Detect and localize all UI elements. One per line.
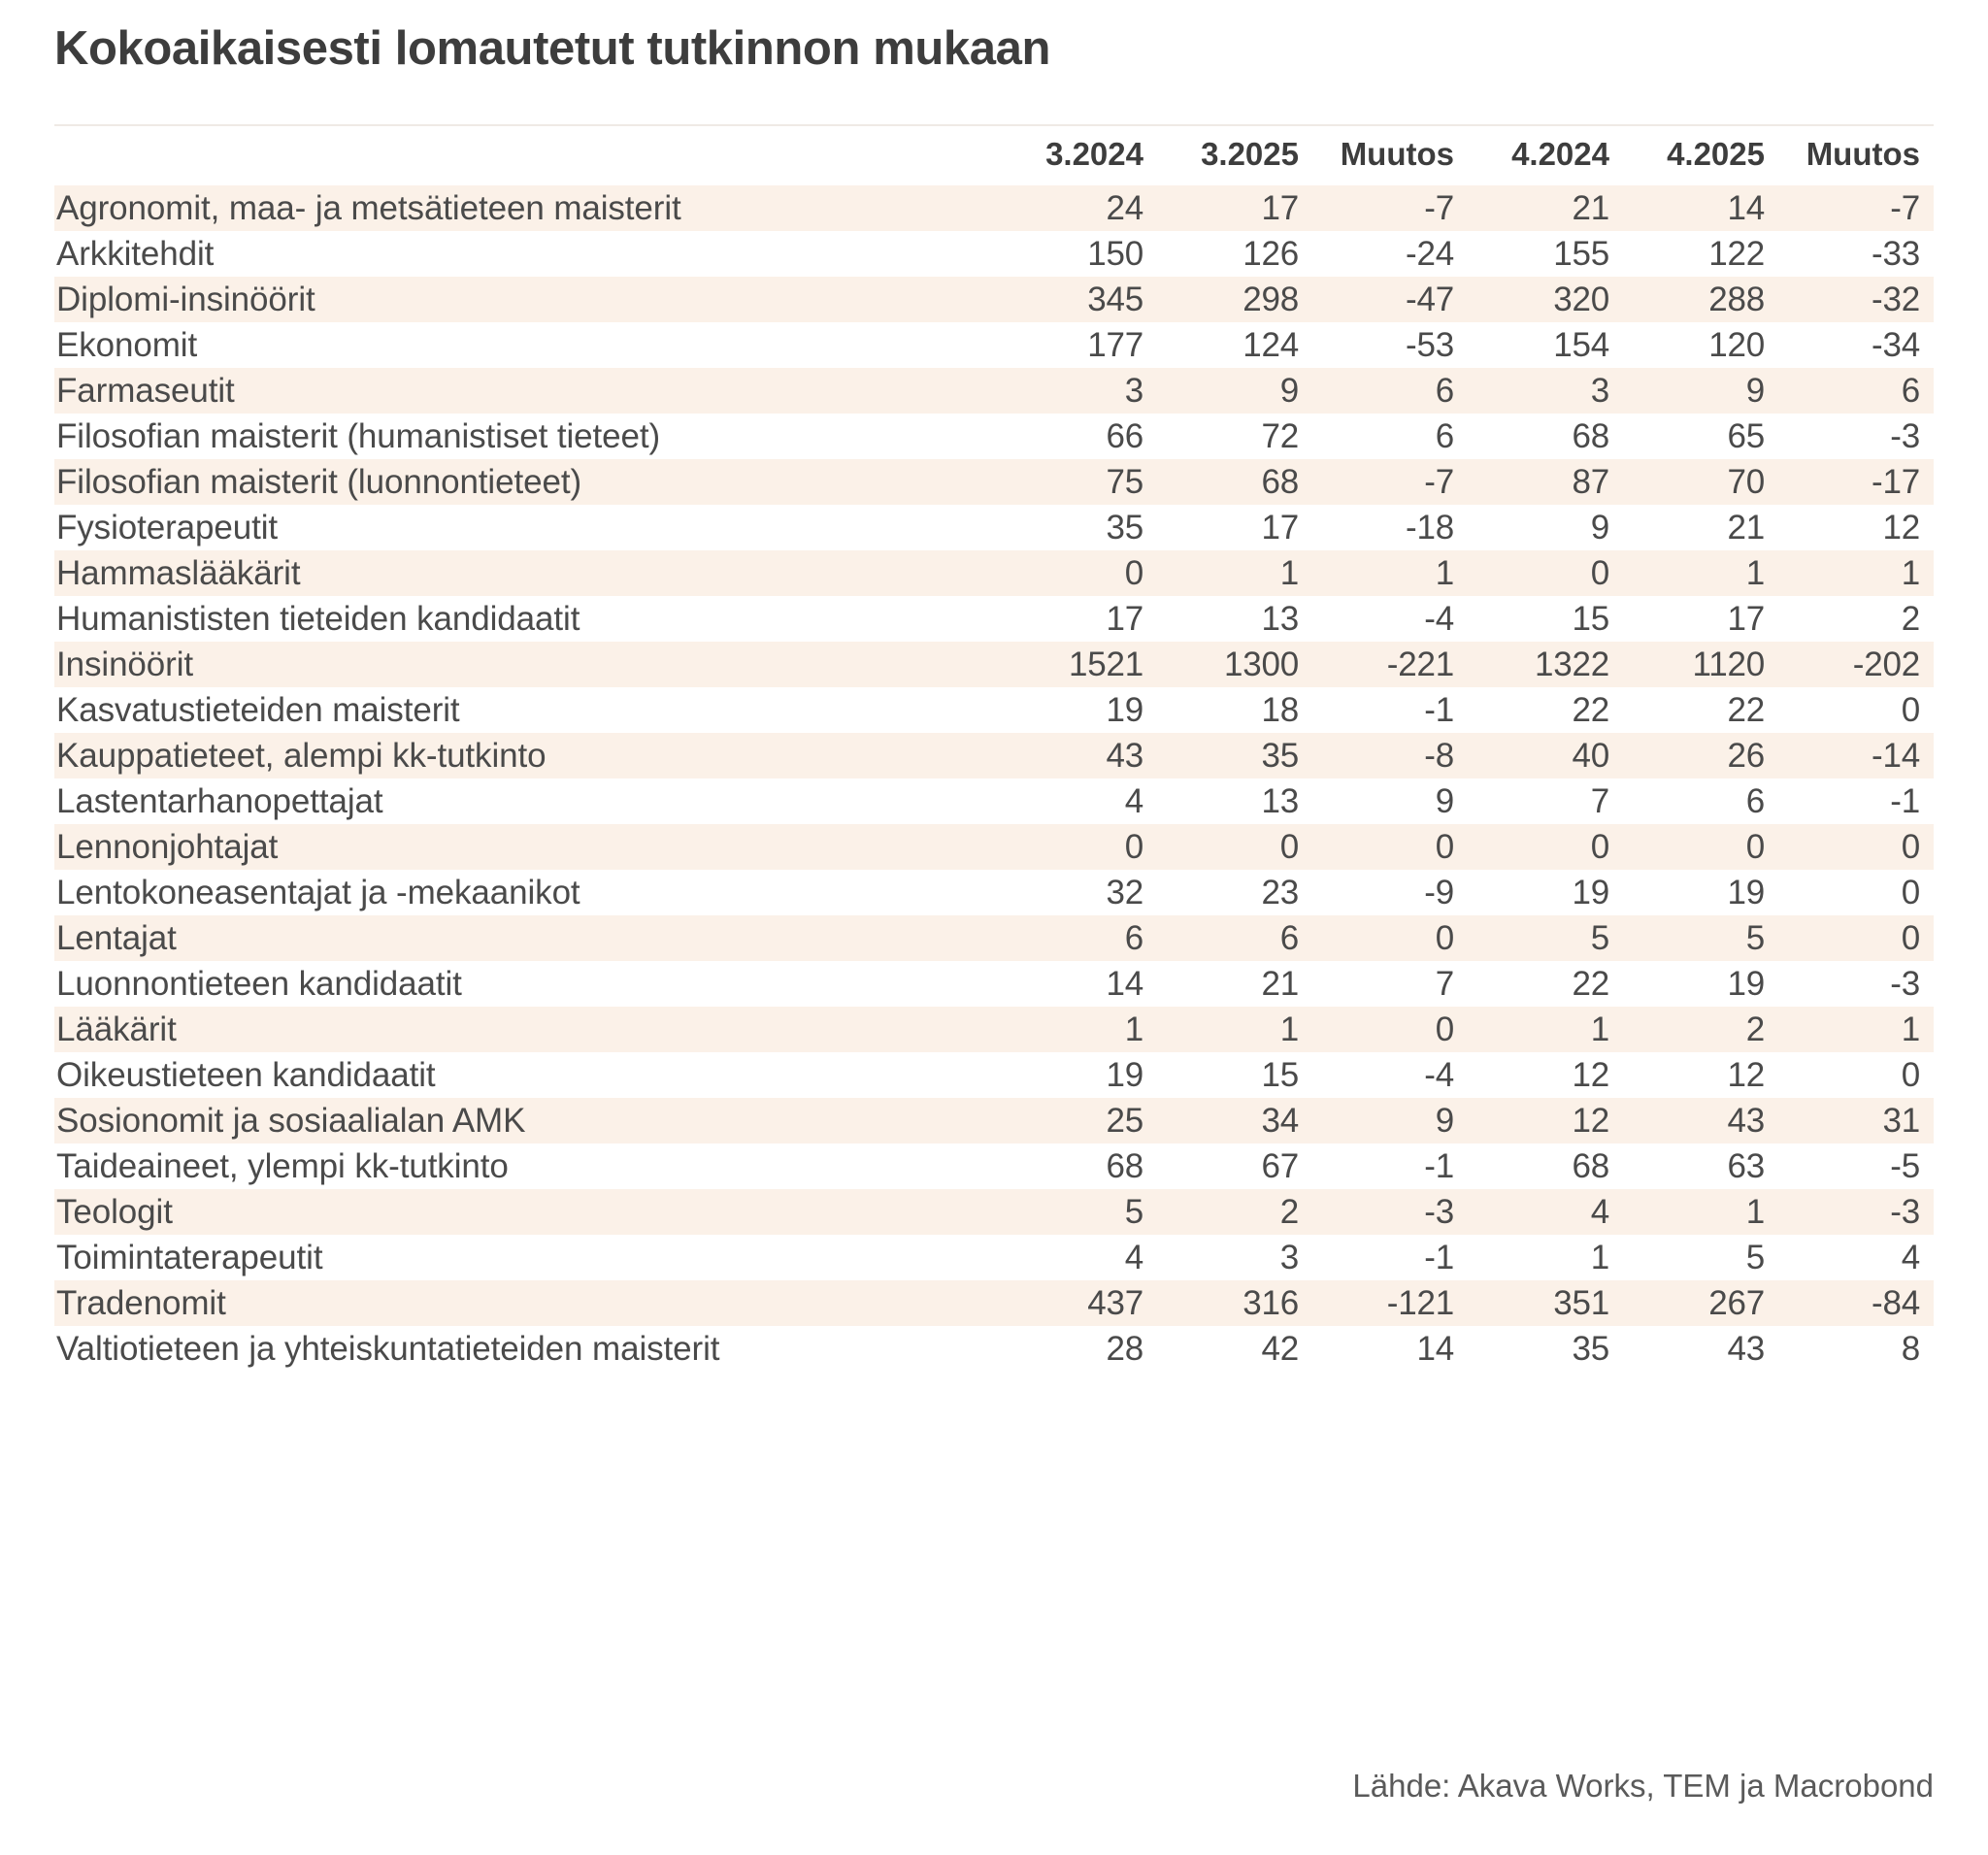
cell-value: -84 xyxy=(1778,1280,1934,1326)
table-row xyxy=(54,1326,1934,1372)
cell-value: 72 xyxy=(1261,417,1299,455)
cell-value: -7 xyxy=(1312,185,1468,231)
row-label: Kasvatustieteiden maisterit xyxy=(56,691,460,729)
table-row xyxy=(54,1007,1934,1052)
table-row xyxy=(54,1189,1934,1235)
cell-value: 17 xyxy=(1106,600,1143,638)
table-head xyxy=(54,125,1934,185)
cell-value: 345 xyxy=(1002,277,1157,322)
cell-value: 351 xyxy=(1468,1280,1623,1326)
cell-value: 3 xyxy=(1002,368,1157,414)
cell-value: 1 xyxy=(1590,1239,1609,1276)
row-label: Diplomi-insinöörit xyxy=(54,277,1002,322)
row-label: Filosofian maisterit (humanistiset tieteet) xyxy=(56,417,661,455)
cell-value: 32 xyxy=(1106,874,1143,911)
row-label: Lentokoneasentajat ja -mekaanikot xyxy=(56,874,580,911)
cell-value: 4 xyxy=(1468,1189,1623,1235)
table-row xyxy=(54,961,1934,1007)
cell-value: 6 xyxy=(1778,368,1934,414)
cell-value: 9 xyxy=(1623,368,1778,414)
cell-value: 28 xyxy=(1106,1330,1143,1368)
cell-value: 63 xyxy=(1727,1147,1765,1185)
cell-value: 288 xyxy=(1623,277,1778,322)
cell-value: -9 xyxy=(1424,874,1454,911)
cell-value: 19 xyxy=(1106,691,1143,729)
page-title: Kokoaikaisesti lomautetut tutkinnon mukaan xyxy=(54,22,1050,75)
cell-value: 12 xyxy=(1572,1056,1609,1094)
cell-value: -33 xyxy=(1872,235,1920,273)
cell-value: 21 xyxy=(1727,509,1765,547)
cell-value: 15 xyxy=(1261,1056,1299,1094)
cell-value: 267 xyxy=(1623,1280,1778,1326)
cell-value: 1300 xyxy=(1157,642,1312,687)
cell-value: 0 xyxy=(1778,824,1934,870)
cell-value: 40 xyxy=(1468,733,1623,778)
cell-value: 155 xyxy=(1553,235,1609,273)
cell-value: 0 xyxy=(1312,824,1468,870)
cell-value: 316 xyxy=(1157,1280,1312,1326)
cell-value: 6 xyxy=(1002,915,1157,961)
cell-value: -47 xyxy=(1312,277,1468,322)
cell-value: 0 xyxy=(1312,1007,1468,1052)
cell-value: 1 xyxy=(1623,1189,1778,1235)
cell-value: 177 xyxy=(1087,326,1143,364)
column-header-category xyxy=(54,125,1002,185)
cell-value: 67 xyxy=(1261,1147,1299,1185)
row-label: Filosofian maisterit (luonnontieteet) xyxy=(54,459,1002,505)
cell-value: 35 xyxy=(1157,733,1312,778)
cell-value: 1521 xyxy=(1002,642,1157,687)
cell-value: 2 xyxy=(1901,600,1920,638)
table-row xyxy=(54,733,1934,778)
cell-value: 122 xyxy=(1708,235,1765,273)
cell-value: 154 xyxy=(1553,326,1609,364)
cell-value: 87 xyxy=(1468,459,1623,505)
cell-value: 68 xyxy=(1106,1147,1143,1185)
row-label: Fysioterapeutit xyxy=(56,509,279,547)
cell-value: -3 xyxy=(1778,1189,1934,1235)
cell-value: -121 xyxy=(1312,1280,1468,1326)
cell-value: 34 xyxy=(1157,1098,1312,1143)
cell-value: -4 xyxy=(1424,1056,1454,1094)
cell-value: 1120 xyxy=(1623,642,1778,687)
cell-value: -1 xyxy=(1424,691,1454,729)
cell-value: 35 xyxy=(1106,509,1143,547)
row-label: Tradenomit xyxy=(54,1280,1002,1326)
column-header-muutos-1: Muutos xyxy=(1312,125,1468,185)
cell-value: 13 xyxy=(1261,782,1299,820)
cell-value: 0 xyxy=(1901,874,1920,911)
table-row xyxy=(54,687,1934,733)
cell-value: -18 xyxy=(1406,509,1454,547)
cell-value: 14 xyxy=(1416,1330,1454,1368)
cell-value: -3 xyxy=(1312,1189,1468,1235)
cell-value: 7 xyxy=(1590,782,1609,820)
cell-value: 12 xyxy=(1727,1056,1765,1094)
cell-value: 17 xyxy=(1261,509,1299,547)
row-label: Taideaineet, ylempi kk-tutkinto xyxy=(56,1147,509,1185)
column-header-muutos-2: Muutos xyxy=(1778,125,1934,185)
cell-value: -32 xyxy=(1778,277,1934,322)
cell-value: 35 xyxy=(1572,1330,1609,1368)
cell-value: 12 xyxy=(1882,509,1920,547)
cell-value: 70 xyxy=(1623,459,1778,505)
cell-value: 17 xyxy=(1157,185,1312,231)
row-label: Agronomit, maa- ja metsätieteen maisterit xyxy=(54,185,1002,231)
cell-value: 9 xyxy=(1157,368,1312,414)
cell-value: -53 xyxy=(1406,326,1454,364)
cell-value: 75 xyxy=(1002,459,1157,505)
cell-value: 68 xyxy=(1157,459,1312,505)
cell-value: -5 xyxy=(1890,1147,1920,1185)
cell-value: -3 xyxy=(1890,417,1920,455)
table-row xyxy=(54,1235,1934,1280)
column-header-4-2024: 4.2024 xyxy=(1468,125,1623,185)
cell-value: 22 xyxy=(1727,691,1765,729)
cell-value: -4 xyxy=(1424,600,1454,638)
cell-value: 0 xyxy=(1002,550,1157,596)
cell-value: 1 xyxy=(1778,550,1934,596)
cell-value: 68 xyxy=(1572,1147,1609,1185)
cell-value: 5 xyxy=(1468,915,1623,961)
cell-value: 17 xyxy=(1727,600,1765,638)
row-label: Lentajat xyxy=(54,915,1002,961)
cell-value: 6 xyxy=(1745,782,1765,820)
row-label: Sosionomit ja sosiaalialan AMK xyxy=(54,1098,1002,1143)
cell-value: 5 xyxy=(1745,1239,1765,1276)
cell-value: 4 xyxy=(1124,1239,1143,1276)
cell-value: 19 xyxy=(1572,874,1609,911)
cell-value: 2 xyxy=(1157,1189,1312,1235)
cell-value: 0 xyxy=(1157,824,1312,870)
cell-value: 0 xyxy=(1778,915,1934,961)
cell-value: 43 xyxy=(1002,733,1157,778)
table-row xyxy=(54,778,1934,824)
table-container xyxy=(54,124,1934,1372)
cell-value: 21 xyxy=(1468,185,1623,231)
table-row xyxy=(54,915,1934,961)
cell-value: 6 xyxy=(1312,368,1468,414)
cell-value: 13 xyxy=(1261,600,1299,638)
cell-value: 0 xyxy=(1312,915,1468,961)
row-label: Arkkitehdit xyxy=(56,235,215,273)
cell-value: 1 xyxy=(1312,550,1468,596)
cell-value: 14 xyxy=(1106,965,1143,1003)
row-label: Lääkärit xyxy=(54,1007,1002,1052)
row-label: Valtiotieteen ja yhteiskuntatieteiden maisterit xyxy=(56,1330,720,1368)
cell-value: 0 xyxy=(1901,1056,1920,1094)
cell-value: 120 xyxy=(1708,326,1765,364)
cell-value: -202 xyxy=(1778,642,1934,687)
cell-value: 437 xyxy=(1002,1280,1157,1326)
table-row xyxy=(54,1280,1934,1326)
table-row xyxy=(54,231,1934,277)
table-row xyxy=(54,1143,1934,1189)
cell-value: 1 xyxy=(1468,1007,1623,1052)
cell-value: 21 xyxy=(1261,965,1299,1003)
cell-value: 2 xyxy=(1623,1007,1778,1052)
column-header-4-2025: 4.2025 xyxy=(1623,125,1778,185)
cell-value: 23 xyxy=(1261,874,1299,911)
cell-value: 6 xyxy=(1157,915,1312,961)
cell-value: 3 xyxy=(1468,368,1623,414)
row-label: Luonnontieteen kandidaatit xyxy=(56,965,462,1003)
cell-value: 31 xyxy=(1778,1098,1934,1143)
row-label: Lastentarhanopettajat xyxy=(56,782,383,820)
row-label: Humanististen tieteiden kandidaatit xyxy=(56,600,580,638)
cell-value: 43 xyxy=(1727,1330,1765,1368)
row-label: Farmaseutit xyxy=(54,368,1002,414)
cell-value: 19 xyxy=(1727,874,1765,911)
table-row xyxy=(54,1098,1934,1143)
cell-value: 1322 xyxy=(1468,642,1623,687)
cell-value: 9 xyxy=(1435,782,1454,820)
cell-value: 9 xyxy=(1312,1098,1468,1143)
table-row xyxy=(54,368,1934,414)
table-header-row xyxy=(54,125,1934,185)
cell-value: 0 xyxy=(1002,824,1157,870)
cell-value: 4 xyxy=(1901,1239,1920,1276)
cell-value: 12 xyxy=(1468,1098,1623,1143)
cell-value: 320 xyxy=(1468,277,1623,322)
cell-value: 15 xyxy=(1572,600,1609,638)
cell-value: 8 xyxy=(1901,1330,1920,1368)
table-row xyxy=(54,1052,1934,1098)
column-header-3-2025: 3.2025 xyxy=(1157,125,1312,185)
cell-value: 65 xyxy=(1727,417,1765,455)
cell-value: -1 xyxy=(1890,782,1920,820)
cell-value: 1 xyxy=(1623,550,1778,596)
table-row xyxy=(54,642,1934,687)
cell-value: 298 xyxy=(1157,277,1312,322)
cell-value: 19 xyxy=(1106,1056,1143,1094)
cell-value: -34 xyxy=(1872,326,1920,364)
cell-value: -17 xyxy=(1778,459,1934,505)
cell-value: 1 xyxy=(1002,1007,1157,1052)
cell-value: 66 xyxy=(1106,417,1143,455)
table-row xyxy=(54,505,1934,550)
table-row xyxy=(54,277,1934,322)
row-label: Lennonjohtajat xyxy=(54,824,1002,870)
cell-value: 0 xyxy=(1901,691,1920,729)
cell-value: 124 xyxy=(1242,326,1299,364)
cell-value: -7 xyxy=(1778,185,1934,231)
cell-value: -3 xyxy=(1890,965,1920,1003)
cell-value: 3 xyxy=(1279,1239,1299,1276)
row-label: Insinöörit xyxy=(54,642,1002,687)
table-row xyxy=(54,550,1934,596)
row-label: Ekonomit xyxy=(56,326,198,364)
cell-value: 0 xyxy=(1623,824,1778,870)
cell-value: -24 xyxy=(1406,235,1454,273)
cell-value: 42 xyxy=(1261,1330,1299,1368)
cell-value: -1 xyxy=(1424,1239,1454,1276)
cell-value: 26 xyxy=(1623,733,1778,778)
table-row xyxy=(54,322,1934,368)
table-row xyxy=(54,459,1934,505)
table-body xyxy=(54,185,1934,1372)
row-label: Oikeustieteen kandidaatit xyxy=(56,1056,436,1094)
cell-value: 0 xyxy=(1468,550,1623,596)
cell-value: 5 xyxy=(1002,1189,1157,1235)
cell-value: 18 xyxy=(1261,691,1299,729)
source-note: Lähde: Akava Works, TEM ja Macrobond xyxy=(1352,1768,1934,1804)
cell-value: 6 xyxy=(1435,417,1454,455)
cell-value: -221 xyxy=(1312,642,1468,687)
cell-value: 0 xyxy=(1468,824,1623,870)
row-label: Hammaslääkärit xyxy=(54,550,1002,596)
degree-layoffs-table xyxy=(54,124,1934,1372)
table-row xyxy=(54,824,1934,870)
cell-value: 1 xyxy=(1157,1007,1312,1052)
cell-value: 5 xyxy=(1623,915,1778,961)
cell-value: 1 xyxy=(1157,550,1312,596)
cell-value: 150 xyxy=(1087,235,1143,273)
cell-value: 7 xyxy=(1435,965,1454,1003)
cell-value: 126 xyxy=(1242,235,1299,273)
row-label: Kauppatieteet, alempi kk-tutkinto xyxy=(54,733,1002,778)
cell-value: 1 xyxy=(1778,1007,1934,1052)
cell-value: 14 xyxy=(1623,185,1778,231)
cell-value: 22 xyxy=(1572,965,1609,1003)
cell-value: 22 xyxy=(1572,691,1609,729)
cell-value: 19 xyxy=(1727,965,1765,1003)
cell-value: 68 xyxy=(1572,417,1609,455)
cell-value: 4 xyxy=(1124,782,1143,820)
cell-value: 43 xyxy=(1623,1098,1778,1143)
cell-value: 24 xyxy=(1002,185,1157,231)
cell-value: -7 xyxy=(1312,459,1468,505)
cell-value: -8 xyxy=(1312,733,1468,778)
table-row xyxy=(54,596,1934,642)
cell-value: -14 xyxy=(1778,733,1934,778)
row-label: Teologit xyxy=(54,1189,1002,1235)
row-label: Toimintaterapeutit xyxy=(56,1239,323,1276)
table-row xyxy=(54,185,1934,231)
table-row xyxy=(54,870,1934,915)
cell-value: -1 xyxy=(1424,1147,1454,1185)
cell-value: 25 xyxy=(1002,1098,1157,1143)
cell-value: 9 xyxy=(1590,509,1609,547)
column-header-3-2024: 3.2024 xyxy=(1002,125,1157,185)
table-row xyxy=(54,414,1934,459)
